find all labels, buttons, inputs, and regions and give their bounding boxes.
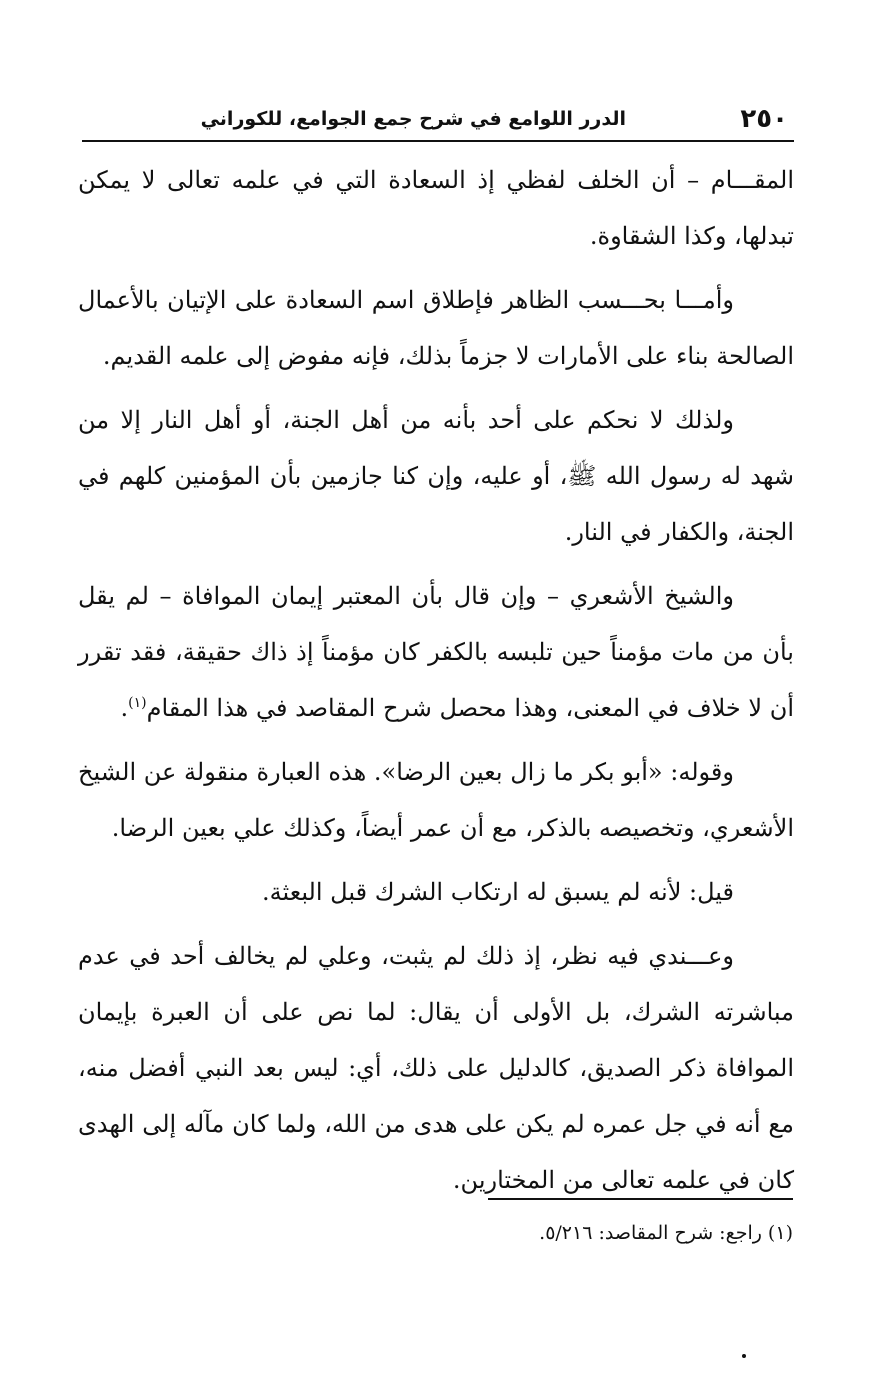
paragraph-1: المقـــام – أن الخلف لفظي إذ السعادة التي في علمه تعالى لا يمكن تبدلها، وكذا الشقاوة. bbox=[78, 166, 794, 250]
paragraph-4-text: والشيخ الأشعري – وإن قال بأن المعتبر إيمان الموافاة – لم يقل بأن من مات مؤمناً حين تلبسه بالكفر كان مؤمناً إذ ذاك حقيقة، فقد تقرر أن لا خلاف في المعنى، وهذا محصل شرح المقاصد في هذا المقام bbox=[78, 582, 794, 722]
paragraph-7: وعـــندي فيه نظر، إذ ذلك لم يثبت، وعلي لم يخالف أحد في عدم مباشرته الشرك، بل الأولى أن يقال: لما نص على أن العبرة بإيمان الموافاة ذكر الصديق، كالدليل على ذلك، أي: ليس بعد النبي أفضل منه، مع أنه في جل عمره لم يكن على هدى من الله، ولما كان مآله إلى الهدى كان في علمه تعالى من المختارين. bbox=[78, 942, 794, 1194]
paragraph-6: قيل: لأنه لم يسبق له ارتكاب الشرك قبل البعثة. bbox=[262, 878, 734, 906]
page-number: ٢٥٠ bbox=[740, 104, 788, 134]
running-title: الدرر اللوامع في شرح جمع الجوامع، للكوراني bbox=[200, 108, 626, 130]
main-text bbox=[78, 152, 794, 1216]
stray-mark bbox=[742, 1354, 746, 1358]
paragraph-2: وأمـــا بحـــسب الظاهر فإطلاق اسم السعادة على الإتيان بالأعمال الصالحة بناء على الأمارات لا جزماً بذلك، فإنه مفوض إلى علمه القديم. bbox=[78, 286, 794, 370]
footnote-divider bbox=[488, 1198, 793, 1200]
page-header bbox=[82, 100, 794, 142]
paragraph-3: ولذلك لا نحكم على أحد بأنه من أهل الجنة، أو أهل النار إلا من شهد له رسول الله ﷺ، أو عليه، وإن كنا جازمين بأن المؤمنين كلهم في الجنة، والكفار في النار. bbox=[78, 406, 794, 546]
paragraph-4 bbox=[78, 568, 794, 736]
paragraph-4-end: . bbox=[120, 694, 129, 722]
paragraph-5: وقوله: «أبو بكر ما زال بعين الرضا». هذه العبارة منقولة عن الشيخ الأشعري، وتخصيصه بالذكر، مع أن عمر أيضاً، وكذلك علي بعين الرضا. bbox=[78, 758, 794, 842]
footnote-reference: (١) bbox=[128, 695, 147, 711]
footnote: (١) راجع: شرح المقاصد: ٥/٢١٦. bbox=[539, 1222, 793, 1244]
